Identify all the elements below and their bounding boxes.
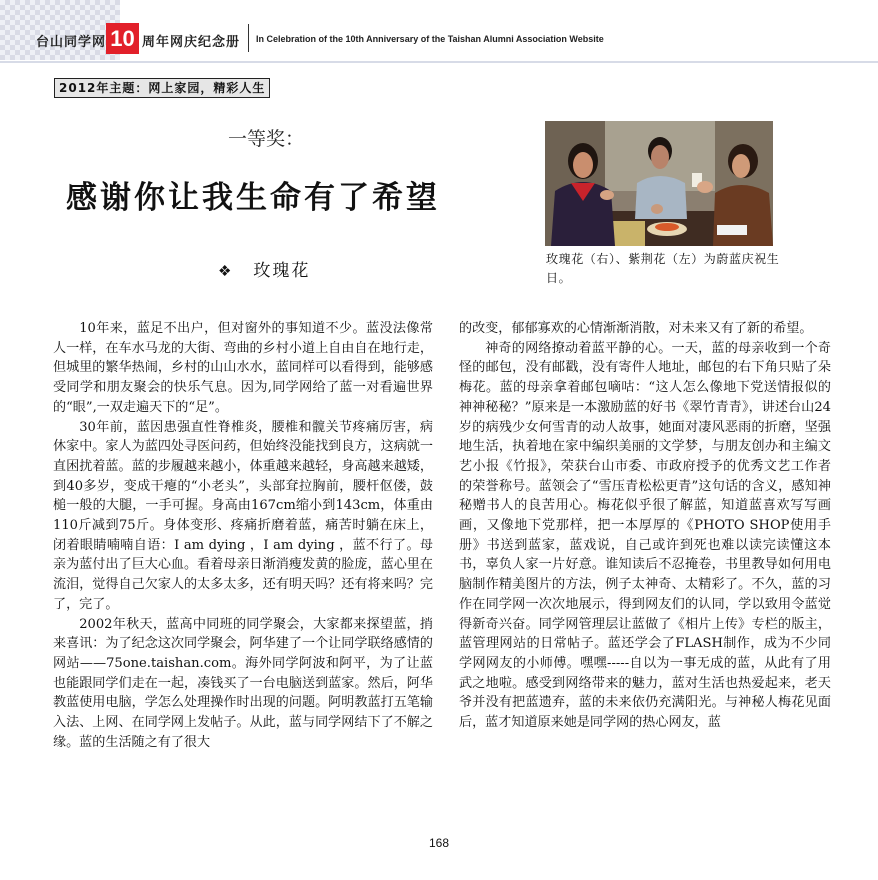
page-header xyxy=(0,0,878,64)
article-column-left xyxy=(53,319,433,752)
header-english-subtitle: In Celebration of the 10th Anniversary of the Taishan Alumni Association Website xyxy=(256,34,604,44)
header-divider xyxy=(0,61,878,63)
photo-caption: 玫瑰花（右）、紫荆花（左）为蔚蓝庆祝生日。 xyxy=(546,252,780,285)
diamond-icon: ❖ xyxy=(218,262,232,280)
header-title-right: 周年网庆纪念册 xyxy=(142,35,241,50)
paragraph: 10年来，蓝足不出户，但对窗外的事知道不少。蓝没法像常人一样，在车水马龙的大街、弯曲的乡村小道上自由自在地行走，但城里的繁华热闹，乡村的山山水水，蓝同样可以看得到，能够感受同学和朋友聚会的快乐气息。因为,同学网给了蓝一对看遍世界的“眼”,一双走遍天下的“足”。 xyxy=(53,321,433,415)
award-label: 一等奖： xyxy=(228,128,305,150)
theme-banner: 2012年主题：网上家园，精彩人生 xyxy=(54,78,270,98)
paragraph: 2002年秋天，蓝高中同班的同学聚会，大家都来探望蓝，捎来喜讯：为了纪念这次同学聚会，阿华建了一个让同学联络感情的网站——75one.taishan.com。海外同学阿波和阿平，为了让蓝也能跟同学们走在一起，凑钱买了一台电脑送到蓝家。然后，阿华教蓝使用电脑，学怎么处理操作时出现的问题。阿明教蓝打五笔输入法、上网、在同学网上发帖子。从此，蓝与同学网结下了不解之缘。蓝的生活随之有了很大 xyxy=(53,616,433,750)
birthday-photo-illustration xyxy=(545,121,773,246)
header-separator xyxy=(248,24,249,52)
paragraph: 神奇的网络撩动着蓝平静的心。一天，蓝的母亲收到一个奇怪的邮包，没有邮戳，没有寄件人地址，邮包的右下角只贴了朵梅花。蓝的母亲拿着邮包嘀咕：“这人怎么像地下党送情报似的神神秘秘？”原来是一本激励蓝的好书《翠竹青青》，讲述台山24岁的病残少女何雪青的动人故事，她面对凄风恶雨的折磨，坚强地生活，执着地在家中编织美丽的文学梦，与朋友创办和主编文艺小报《竹报》，荣获台山市委、市政府授予的优秀文艺工作者的荣誉称号。蓝领会了“雪压青松松更青”这句话的含义，感知神秘赠书人的良苦用心。梅花似乎很了解蓝，知道蓝喜欢写写画画，又像地下党那样，把一本厚厚的《PHOTO SHOP使用手册》书送到蓝家，蓝戏说，自己或许到死也难以读完读懂这本书，辜负人家一片好意。谁知读后不忍掩卷，书里教导如何用电脑制作精美图片的方法，例子太神奇、太精彩了。不久，蓝的习作在同学网一次次地展示，得到网友们的认同，学以致用令蓝觉得新奇兴奋。同学网管理层让蓝做了《相片上传》专栏的版主，蓝管理网站的日常帖子。蓝还学会了FLASH制作，成为不少同学网网友的小师傅。嘿嘿-----自以为一事无成的蓝，从此有了用武之地啦。感受到网络带来的魅力，蓝对生活也热爱起来，老天爷并没有把蓝遗弃，蓝的未来依仍充满阳光。与神秘人梅花见面后，蓝才知道原来她是同学网的热心网友，蓝 xyxy=(459,340,831,731)
birthday-photo xyxy=(545,121,773,246)
article-column-right xyxy=(459,319,831,733)
header-checker-pattern xyxy=(0,0,120,60)
header-title-left: 台山同学网 xyxy=(36,35,107,50)
page-number: 168 xyxy=(428,836,450,850)
paragraph: 30年前，蓝因患强直性脊椎炎，腰椎和髋关节疼痛厉害，病休家中。家人为蓝四处寻医问药，但始终没能找到良方，这病就一直困扰着蓝。蓝的步履越来越小，体重越来越轻，身高越来越矮，到40多岁，变成干瘪的“小老头”，头部耷拉胸前，腰杆伛偻，鼓槌一般的大腿，一手可握。身高由167cm缩小到143cm，体重由110斤减到75斤。身体变形、疼痛折磨着蓝，痛苦时躺在床上，闭着眼睛喃喃自语：I am dying ，I am dying ，蓝不行了。母亲为蓝付出了巨大心血。看着母亲日渐消瘦发黄的脸庞，蓝心里在流泪，觉得自己欠家人的太多太多，还有明天吗？还有将来吗？完了，完了。 xyxy=(53,419,433,612)
author-name: 玫瑰花 xyxy=(253,261,311,281)
header-anniversary-number: 10 xyxy=(106,23,139,54)
paragraph-continuation: 的改变，郁郁寡欢的心情渐渐消散，对未来又有了新的希望。 xyxy=(459,321,813,336)
article-title: 感谢你让我生命有了希望 xyxy=(66,180,440,216)
author-line xyxy=(218,256,310,281)
